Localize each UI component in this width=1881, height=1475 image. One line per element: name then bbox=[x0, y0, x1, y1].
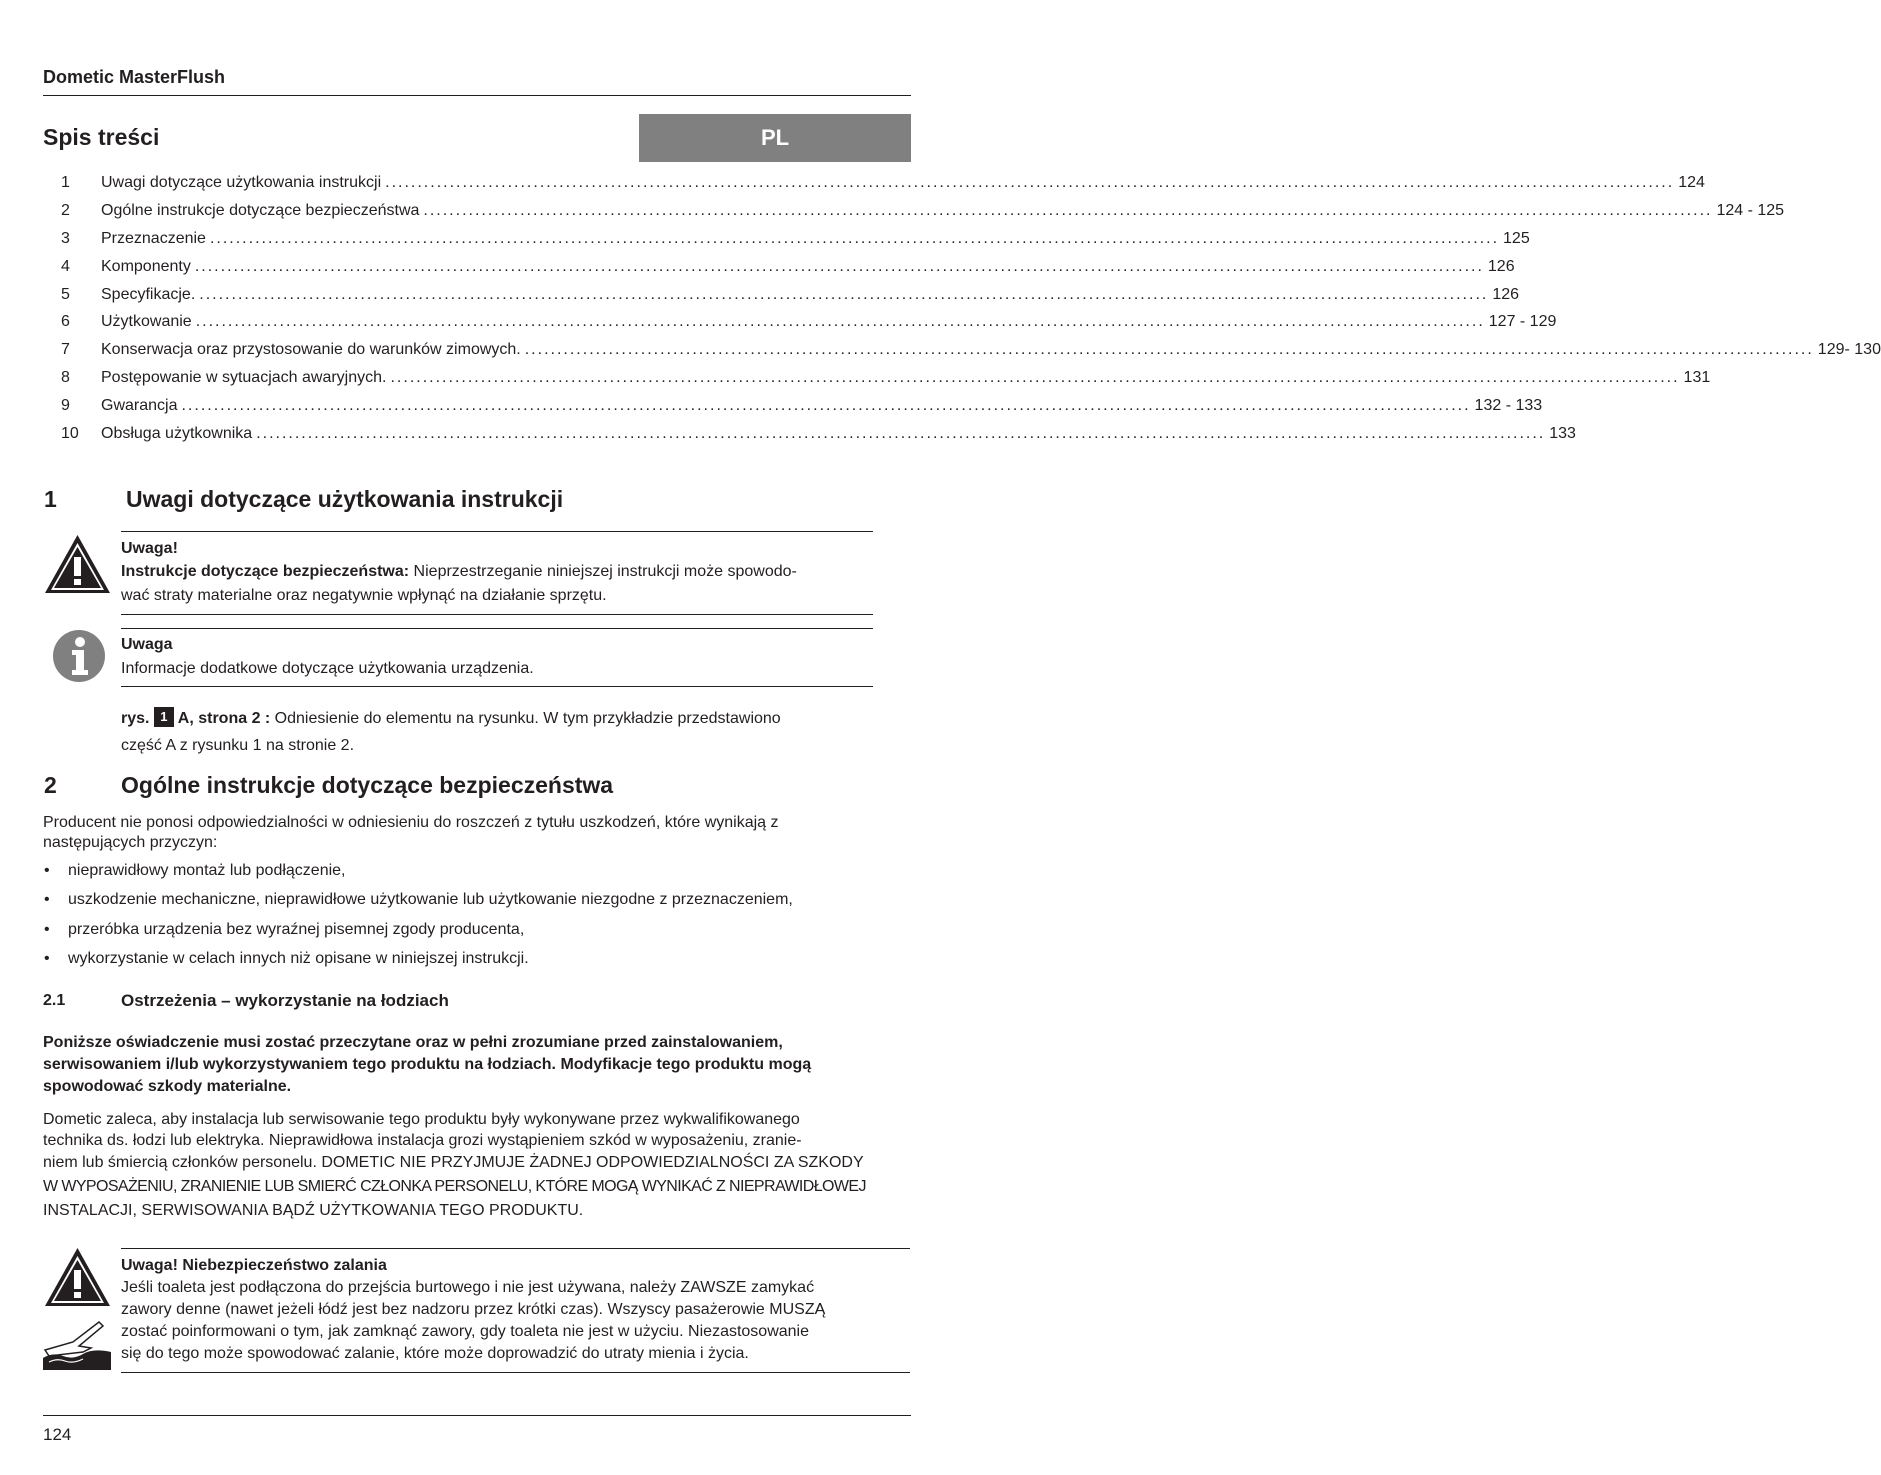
footer-divider bbox=[43, 1415, 911, 1416]
figure-number-badge: 1 bbox=[154, 707, 174, 727]
toc-title: Spis treści bbox=[43, 124, 160, 150]
toc-dot-leader: ........................................................................................................................................................................................................ bbox=[209, 229, 1500, 247]
toc-entry-number: 9 bbox=[61, 397, 70, 415]
toc-entry-label: Obsługa użytkownika bbox=[101, 425, 253, 443]
divider bbox=[121, 1248, 910, 1249]
table-of-contents bbox=[61, 174, 1881, 453]
toc-entry-page: 126 bbox=[1492, 285, 1520, 303]
toc-entry-number: 4 bbox=[61, 257, 70, 275]
toc-entry bbox=[61, 313, 1557, 341]
paragraph-line: INSTALACJI, SERWISOWANIA BĄDŹ UŻYTKOWANIA TEGO PRODUKTU. bbox=[43, 1202, 584, 1219]
section-2-intro-line1: Producent nie ponosi odpowiedzialności w odniesieniu do roszczeń z tytułu uszkodzeń, które wynikają z bbox=[43, 814, 779, 831]
flood-warning-line: zostać poinformowani o tym, jak zamknąć zawory, gdy toaleta nie jest w użyciu. Niezastosowanie bbox=[121, 1323, 810, 1340]
flood-warning-heading: Uwaga! Niebezpieczeństwo zalania bbox=[121, 1257, 387, 1274]
paragraph-line: W WYPOSAŻENIU, ZRANIENIE LUB SMIERĆ CZŁONKA PERSONELU, KTÓRE MOGĄ WYNIKAĆ Z NIEPRAWIDŁOWEJ bbox=[43, 1178, 866, 1195]
info-heading: Uwaga bbox=[121, 636, 173, 653]
language-badge: PL bbox=[639, 114, 911, 162]
toc-entry bbox=[61, 257, 1515, 286]
bullet-item: wykorzystanie w celach innych niż opisane w niniejszej instrukcji. bbox=[68, 950, 529, 967]
toc-entry-page: 125 bbox=[1503, 229, 1530, 247]
toc-entry bbox=[61, 397, 1543, 425]
bullet-item: nieprawidłowy montaż lub podłączenie, bbox=[68, 862, 346, 879]
warning-text bbox=[121, 561, 881, 583]
bullet-marker: • bbox=[44, 921, 50, 938]
flooding-hazard-icon bbox=[43, 1318, 111, 1370]
warning-triangle-icon bbox=[43, 533, 112, 595]
section-1-title: Uwagi dotyczące użytkowania instrukcji bbox=[126, 486, 564, 512]
toc-entry-label: Komponenty bbox=[101, 257, 191, 275]
toc-dot-leader: ........................................................................................................................................................................................................ bbox=[256, 425, 1546, 443]
toc-entry-number: 3 bbox=[61, 229, 70, 247]
subsection-title: Ostrzeżenia – wykorzystanie na łodziach bbox=[121, 991, 449, 1010]
toc-entry-number: 5 bbox=[61, 285, 70, 303]
toc-entry-page: 133 bbox=[1549, 425, 1576, 443]
toc-entry bbox=[61, 174, 1705, 202]
toc-entry-label: Gwarancja bbox=[101, 397, 178, 415]
toc-entry bbox=[61, 201, 1785, 230]
toc-entry bbox=[61, 341, 1881, 369]
figure-ref-text-line2: część A z rysunku 1 na stronie 2. bbox=[121, 737, 355, 754]
toc-entry-label: Uwagi dotyczące użytkowania instrukcji bbox=[101, 174, 382, 191]
section-2-title: Ogólne instrukcje dotyczące bezpieczeństwa bbox=[121, 772, 614, 798]
toc-entry-label: Użytkowanie bbox=[101, 313, 192, 331]
figure-ref-text: Odniesienie do elementu na rysunku. W tym przykładzie przedstawiono bbox=[270, 710, 781, 727]
warning-text-line1: Nieprzestrzeganie niniejszej instrukcji może spowodo- bbox=[409, 563, 797, 580]
bullet-marker: • bbox=[44, 891, 50, 908]
toc-dot-leader: ........................................................................................................................................................................................................ bbox=[385, 174, 1675, 191]
toc-entry-number: 6 bbox=[61, 313, 70, 331]
toc-entry-page: 126 bbox=[1487, 257, 1515, 275]
figure-ref-bold: A, strona 2 : bbox=[173, 710, 271, 727]
document-header-title: Dometic MasterFlush bbox=[43, 67, 226, 87]
toc-entry bbox=[61, 425, 1576, 453]
toc-dot-leader: ........................................................................................................................................................................................................ bbox=[524, 341, 1814, 359]
toc-dot-leader: ........................................................................................................................................................................................................ bbox=[194, 257, 1484, 275]
toc-entry bbox=[61, 285, 1520, 314]
header-divider bbox=[43, 95, 911, 96]
toc-entry-page: 124 - 125 bbox=[1716, 201, 1785, 219]
section-2-intro-line2: następujących przyczyn: bbox=[43, 834, 218, 851]
divider bbox=[121, 628, 873, 629]
flood-warning-line: zawory denne (nawet jeżeli łódź jest bez nadzoru przez krótki czas). Wszyscy pasażerowie MUSZĄ bbox=[121, 1301, 826, 1318]
page-number: 124 bbox=[43, 1425, 72, 1444]
figure-ref-rys: rys. bbox=[121, 710, 150, 727]
bold-notice-line: spowodować szkody materialne. bbox=[43, 1078, 292, 1095]
warning-heading: Uwaga! bbox=[121, 540, 178, 557]
toc-entry-page: 131 bbox=[1683, 369, 1711, 387]
toc-entry-label: Ogólne instrukcje dotyczące bezpieczeństwa bbox=[101, 201, 420, 219]
toc-entry bbox=[61, 229, 1530, 258]
divider bbox=[121, 686, 873, 687]
toc-entry-page: 132 - 133 bbox=[1474, 397, 1543, 415]
flood-warning-line: Jeśli toaleta jest podłączona do przejścia burtowego i nie jest używana, należy ZAWSZE zamykać bbox=[121, 1279, 815, 1296]
divider bbox=[121, 614, 873, 615]
bold-notice-line: serwisowaniem i/lub wykorzystywaniem tego produktu na łodziach. Modyfikacje tego produktu mogą bbox=[43, 1056, 812, 1073]
toc-entry-page: 124 bbox=[1678, 174, 1705, 191]
toc-entry-label: Konserwacja oraz przystosowanie do warunków zimowych. bbox=[101, 341, 521, 359]
section-2-number: 2 bbox=[44, 772, 57, 798]
divider bbox=[121, 531, 873, 532]
toc-entry-label: Postępowanie w sytuacjach awaryjnych. bbox=[101, 369, 387, 387]
divider bbox=[121, 1372, 910, 1373]
warning-text-line2: wać straty materialne oraz negatywnie wpłynąć na działanie sprzętu. bbox=[121, 587, 607, 604]
info-icon bbox=[53, 630, 105, 682]
toc-entry-number: 10 bbox=[61, 425, 79, 443]
bullet-marker: • bbox=[44, 862, 50, 879]
bullet-marker: • bbox=[44, 950, 50, 967]
subsection-number: 2.1 bbox=[43, 992, 66, 1009]
toc-dot-leader: ........................................................................................................................................................................................................ bbox=[423, 201, 1713, 219]
toc-dot-leader: ........................................................................................................................................................................................................ bbox=[199, 285, 1489, 303]
toc-entry-page: 129- 130 bbox=[1817, 341, 1881, 359]
bold-notice-line: Poniższe oświadczenie musi zostać przeczytane oraz w pełni zrozumiane przed zainstalowaniem, bbox=[43, 1034, 783, 1051]
figure-reference bbox=[121, 707, 781, 730]
flood-warning-line: się do tego może spowodować zalanie, które może doprowadzić do utraty mienia i życia. bbox=[121, 1345, 749, 1362]
toc-dot-leader: ........................................................................................................................................................................................................ bbox=[390, 369, 1680, 387]
toc-entry bbox=[61, 369, 1711, 397]
warning-triangle-icon bbox=[43, 1246, 112, 1308]
bullet-item: uszkodzenie mechaniczne, nieprawidłowe użytkowanie lub użytkowanie niezgodne z przeznaczeniem, bbox=[68, 891, 793, 908]
toc-dot-leader: ........................................................................................................................................................................................................ bbox=[195, 313, 1485, 331]
toc-entry-number: 1 bbox=[61, 174, 70, 191]
paragraph-line: technika ds. łodzi lub elektryka. Nieprawidłowa instalacja grozi wystąpieniem szkód w wyposażeniu, zranie- bbox=[43, 1132, 802, 1149]
toc-entry-label: Przeznaczenie bbox=[101, 229, 206, 247]
toc-entry-number: 2 bbox=[61, 201, 70, 219]
toc-entry-number: 8 bbox=[61, 369, 70, 387]
paragraph-line: Dometic zaleca, aby instalacja lub serwisowanie tego produktu były wykonywane przez wykwalifikowanego bbox=[43, 1111, 800, 1128]
toc-entry-label: Specyfikacje. bbox=[101, 285, 196, 303]
toc-entry-page: 127 - 129 bbox=[1488, 313, 1557, 331]
toc-dot-leader: ........................................................................................................................................................................................................ bbox=[181, 397, 1471, 415]
warning-lead: Instrukcje dotyczące bezpieczeństwa: bbox=[121, 563, 410, 580]
paragraph-line: niem lub śmiercią członków personelu. DOMETIC NIE PRZYJMUJE ŻADNEJ ODPOWIEDZIALNOŚCI ZA SZKODY bbox=[43, 1154, 864, 1171]
info-text: Informacje dodatkowe dotyczące użytkowania urządzenia. bbox=[121, 660, 534, 677]
bullet-item: przeróbka urządzenia bez wyraźnej pisemnej zgody producenta, bbox=[68, 921, 525, 938]
toc-entry-number: 7 bbox=[61, 341, 70, 359]
section-1-number: 1 bbox=[44, 486, 57, 512]
